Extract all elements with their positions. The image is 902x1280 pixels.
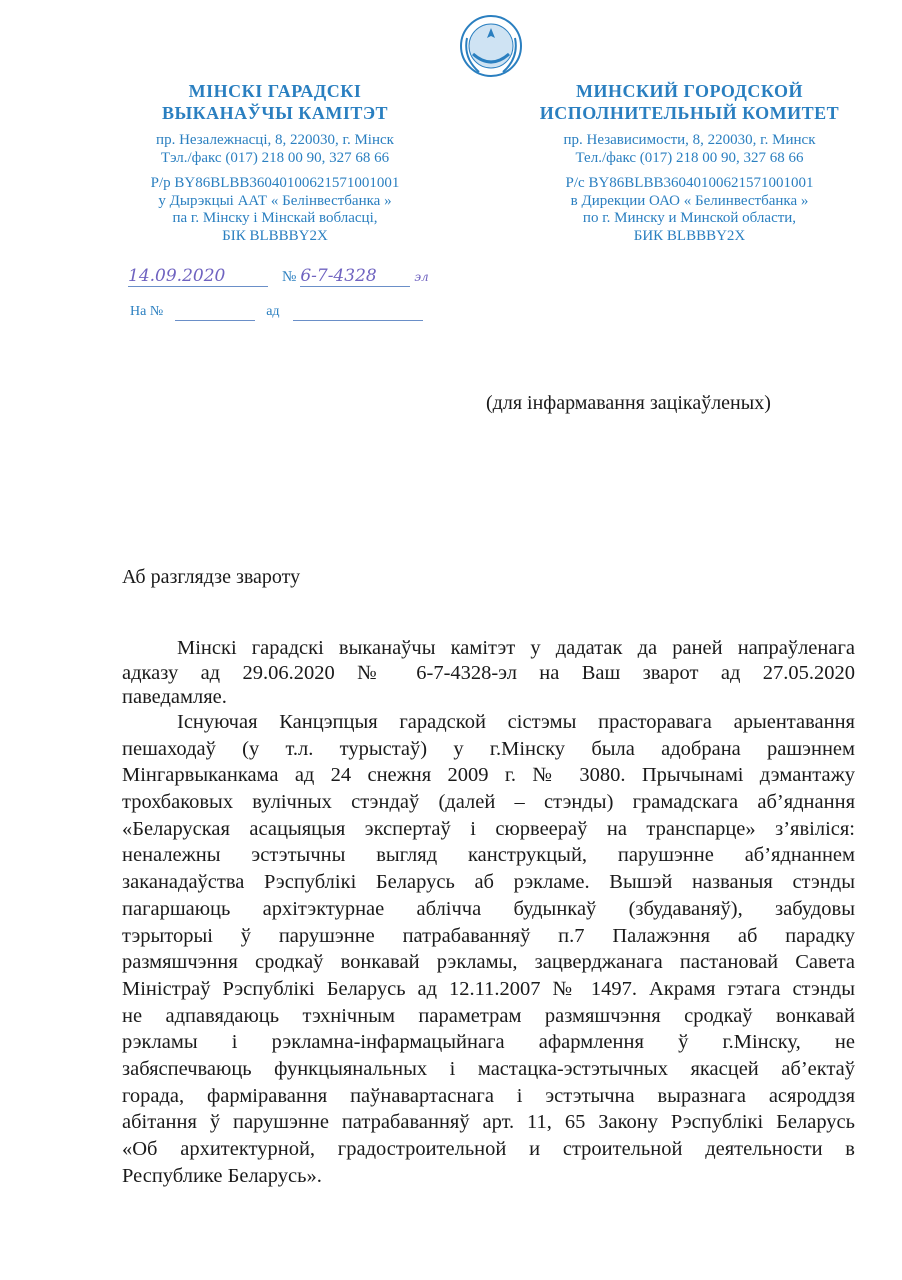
phone: Тэл./факс (017) 218 00 90, 327 68 66 xyxy=(160,149,390,166)
org-name: ИСПОЛНИТЕЛЬНЫЙ КОМИТЕТ xyxy=(539,103,840,123)
text-line: горада, фарміравання паўнавартаснага і эстэтычна выразнага асяроддзя xyxy=(122,1084,855,1107)
address: пр. Независимости, 8, 220030, г. Минск xyxy=(563,132,816,148)
text-line: размяшчэння сродкаў вонкавай рэкламы, зацверджанага пастановай Савета xyxy=(122,951,855,974)
org-name: ВЫКАНАЎЧЫ КАМІТЭТ xyxy=(161,103,389,123)
text-line: «Беларуская асацыяцыя экспертаў і сюрвеераў на транспарце» з’явіліся: xyxy=(122,817,855,840)
registration-suffix: эл xyxy=(414,270,429,284)
bank-name: в Дирекции ОАО « Белинвестбанка » xyxy=(570,192,809,209)
reference-number-field xyxy=(175,304,255,321)
text-line: тэрыторыі ў парушэнне патрабаванняў п.7 Палажэння аб парадку xyxy=(122,924,855,947)
text-line: Мінгарвыканкама ад 24 снежня 2009 г. № 3080. Прычынамі дэмантажу xyxy=(122,764,855,787)
text-line: пагаршаюць архітэктурнае аблічча будынкаў (збудаваняў), забудовы xyxy=(122,897,855,920)
state-emblem xyxy=(455,8,527,80)
bank-bic: БИК BLBBBY2X xyxy=(633,227,746,244)
text-line: «Об архитектурной, градостроительной и строительной деятельности в xyxy=(122,1138,855,1160)
subject: Аб разглядзе звароту xyxy=(122,566,301,588)
bank-account: Р/с BY86BLBB36040100621571001001 xyxy=(565,175,814,191)
registration-date: 14.09.2020 xyxy=(128,266,268,287)
bank-region: па г. Мінску і Мінскай вобласці, xyxy=(172,210,378,226)
text-line: адказу ад 29.06.2020 № 6-7-4328-эл на Ваш зварот ад 27.05.2020 xyxy=(122,661,855,684)
text-line: абітання ў парушэнне патрабаванняў арт. 11, 65 Закону Рэспублікі Беларусь xyxy=(122,1111,855,1134)
text-line: Мінскі гарадскі выканаўчы камітэт у дадатак да раней напраўленага xyxy=(177,637,855,659)
text-line: забяспечваюць функцыянальных і мастацка-эстэтычных якасцей аб’ектаў xyxy=(122,1057,855,1080)
text-line: заканадаўства Рэспублікі Беларусь аб рэкламе. Вышэй названыя стэнды xyxy=(122,871,855,894)
reference-line xyxy=(130,304,423,321)
org-name: МИНСКИЙ ГОРОДСКОЙ xyxy=(575,81,804,101)
reference-label: На № xyxy=(130,304,164,319)
registration-number: 6-7-4328 xyxy=(300,266,410,287)
address: пр. Незалежнасці, 8, 220030, г. Мінск xyxy=(156,132,394,148)
text-line: Республике Беларусь». xyxy=(122,1164,322,1187)
paragraph-1 xyxy=(122,636,855,710)
text-line: паведамляе. xyxy=(122,686,227,708)
text-line: трохбаковых вулічных стэндаў (далей – стэнды) грамадскага аб’яднання xyxy=(122,791,855,814)
letterhead-russian xyxy=(512,80,867,245)
phone: Тел./факс (017) 218 00 90, 327 68 66 xyxy=(575,149,804,166)
bank-name: у Дырэкцыі ААТ « Белінвестбанка » xyxy=(158,192,392,209)
text-line: пешаходаў (у т.л. турыстаў) у г.Мінску была адобрана рашэннем xyxy=(122,737,855,760)
letterhead-belarusian xyxy=(110,80,440,245)
bank-region: по г. Минску и Минской области, xyxy=(582,210,797,226)
bank-account: Р/р BY86BLBB36040100621571001001 xyxy=(150,175,400,191)
reference-from-label: ад xyxy=(266,304,280,319)
paragraph-2 xyxy=(122,709,855,1189)
bank-bic: БІК BLBBBY2X xyxy=(222,227,328,244)
text-line: не адпавядаюць тэхнічным параметрам размяшчэння сродкаў вонкавай xyxy=(122,1004,855,1027)
text-line: Існуючая Канцэпцыя гарадской сістэмы прасторавага арыентавання xyxy=(177,711,855,733)
text-line: рэкламы і рэкламна-інфармацыйнага афармлення ў г.Мінску, не xyxy=(122,1031,855,1054)
reference-date-field xyxy=(293,304,423,321)
addressee: (для інфармавання зацікаўленых) xyxy=(486,392,771,414)
text-line: неналежны эстэтычны выгляд канструкцый, парушэнне аб’яднаннем xyxy=(122,844,855,867)
registration-line xyxy=(128,266,458,287)
number-label: № xyxy=(282,269,297,285)
text-line: Міністраў Рэспублікі Беларусь ад 12.11.2007 № 1497. Акрамя гэтага стэнды xyxy=(122,977,855,1000)
org-name: МІНСКІ ГАРАДСКІ xyxy=(188,81,362,101)
